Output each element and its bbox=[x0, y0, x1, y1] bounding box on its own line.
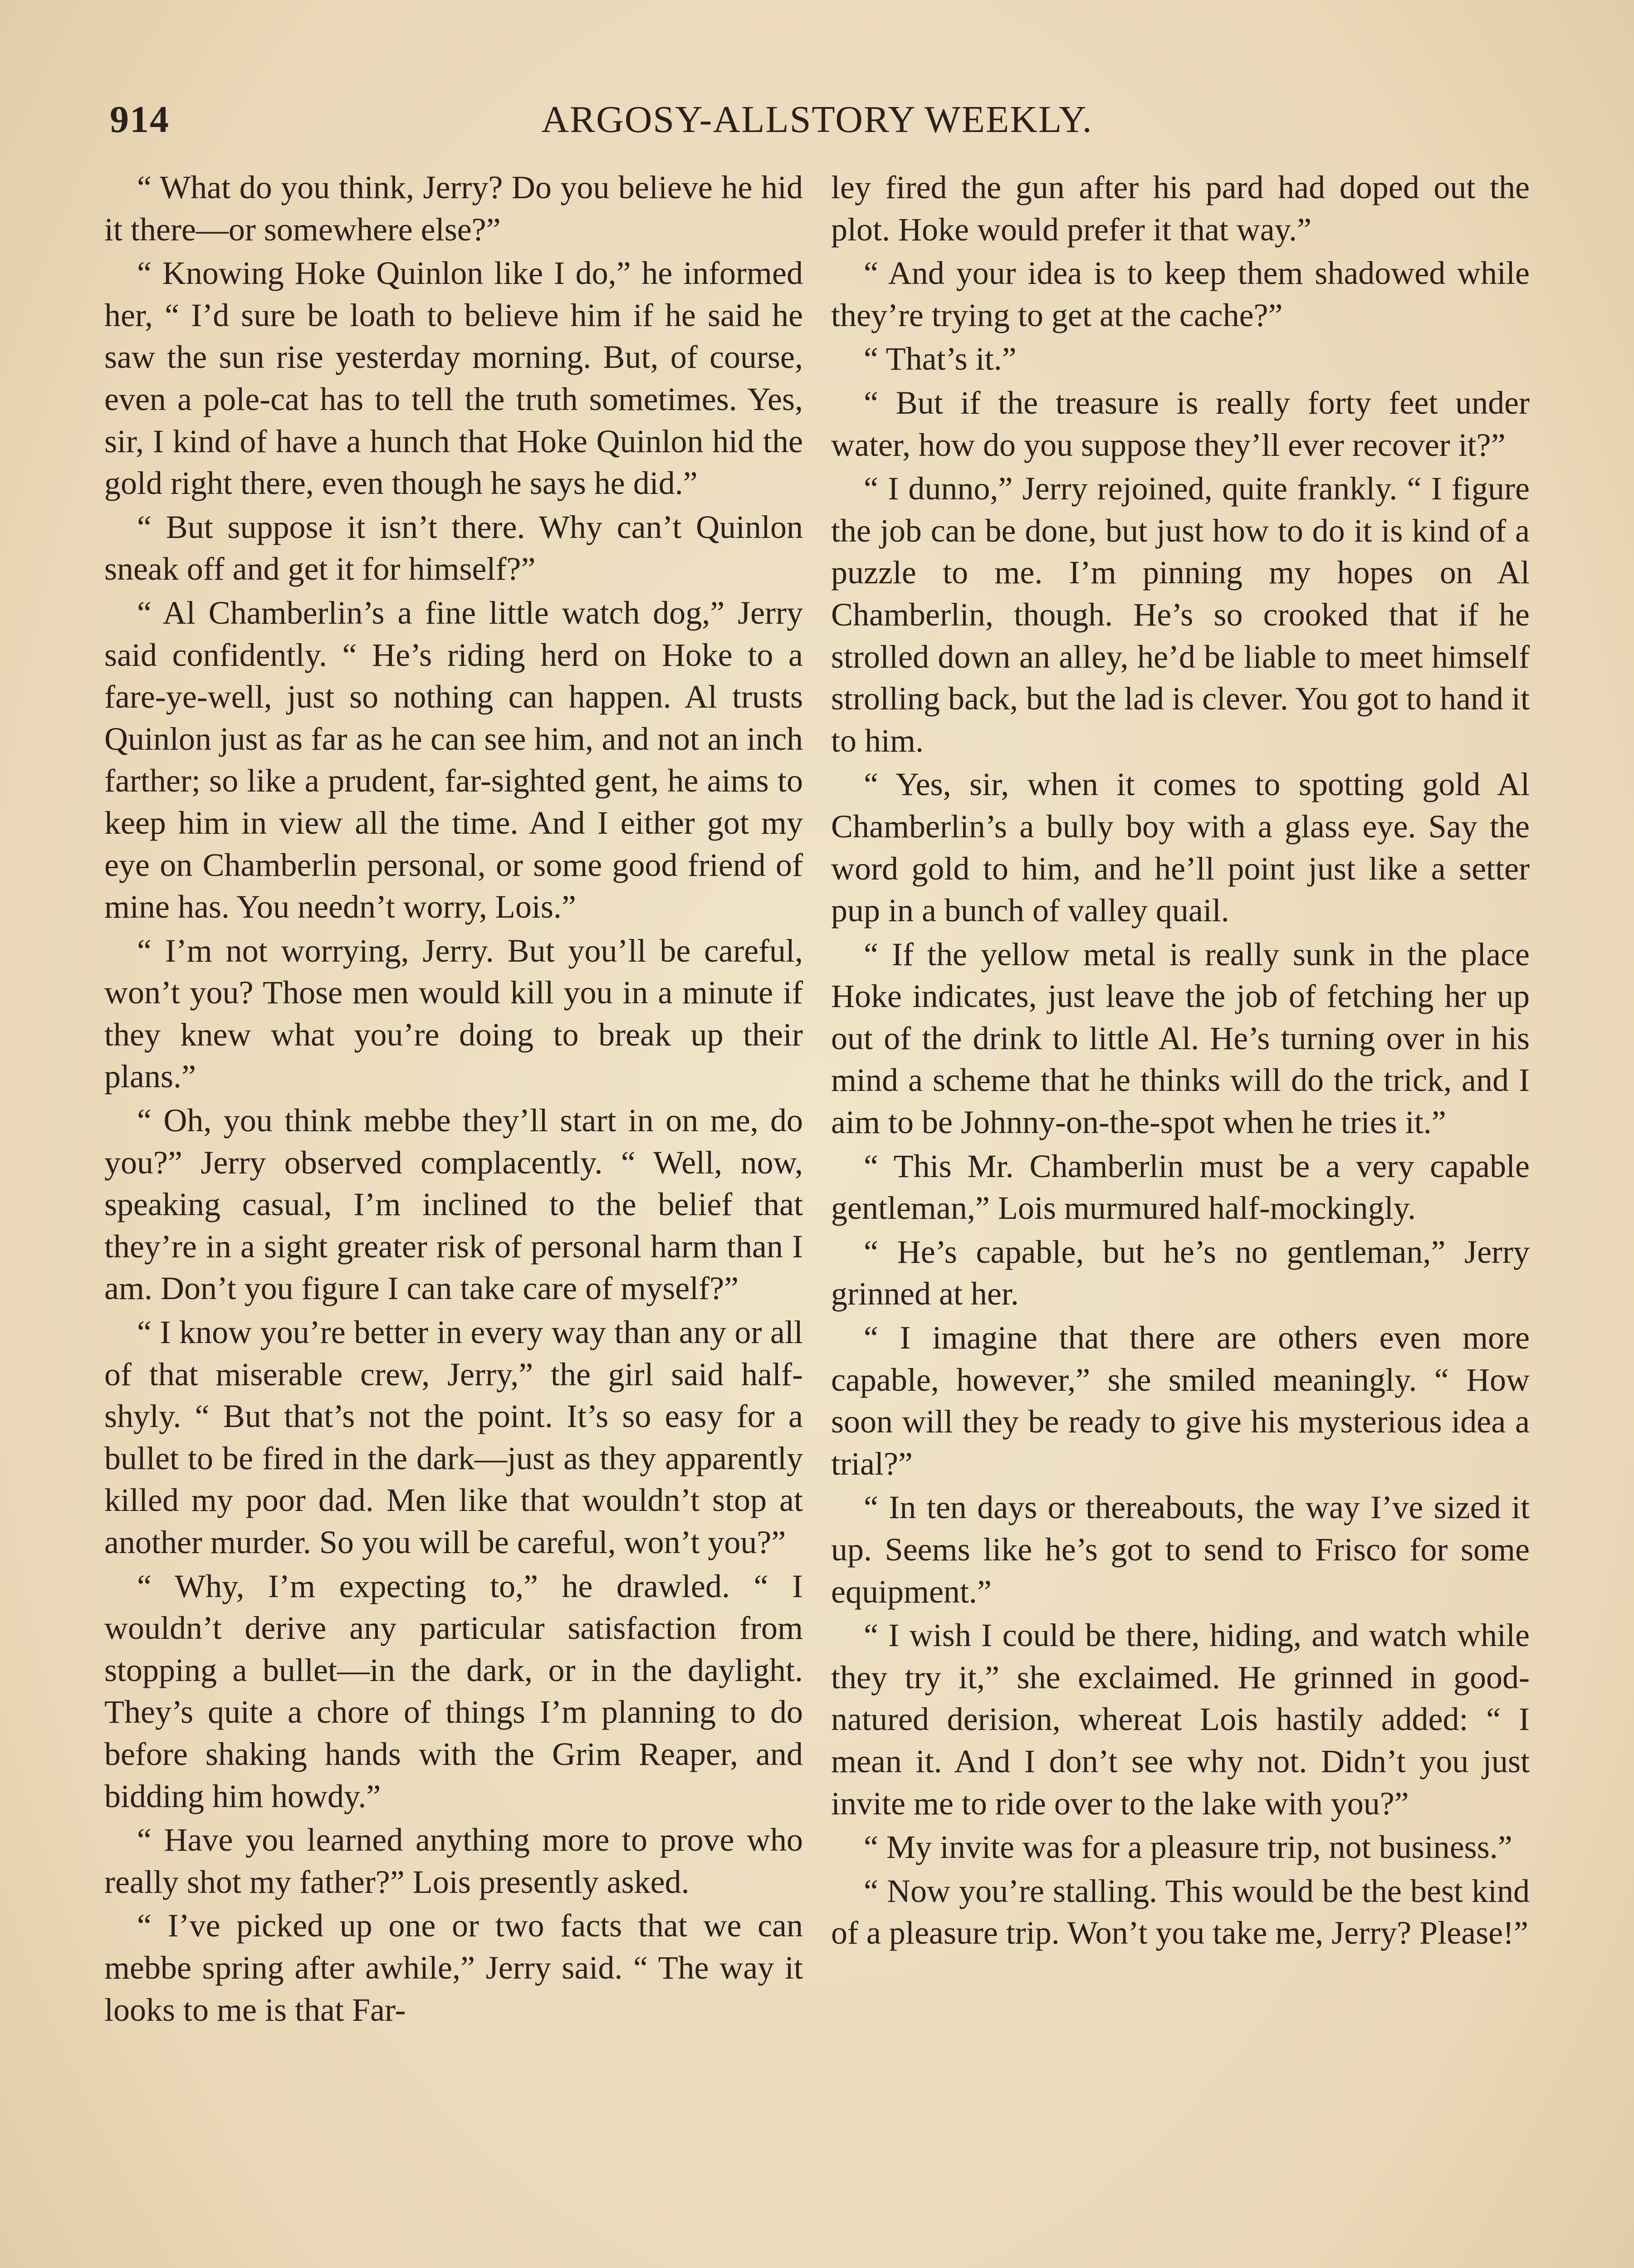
text-columns bbox=[104, 166, 1530, 2268]
paragraph: “ Why, I’m expecting to,” he drawled. “ I wouldn’t derive any particular satisfaction from stopping a bullet—in the dark, or in the daylight. They’s quite a chore of things I’m planning to do before shaking hands with the Grim Reaper, and bidding him howdy.” bbox=[104, 1568, 803, 1814]
right-column bbox=[831, 166, 1530, 2268]
paragraph: “ Yes, sir, when it comes to spotting gold Al Chamberlin’s a bully boy with a glass eye. Say the word gold to him, and he’ll point just like a setter pup in a bunch of valley quail. bbox=[831, 766, 1530, 929]
paragraph: “ I know you’re better in every way than any or all of that miserable crew, Jerry,” the girl said half-shyly. “ But that’s not the point. It’s so easy for a bullet to be fired in the dark—just as they apparently killed my poor dad. Men like that wouldn’t stop at another murder. So you will be careful, won’t you?” bbox=[104, 1314, 803, 1560]
paragraph: “ I’ve picked up one or two facts that we can mebbe spring after awhile,” Jerry said. “ The way it looks to me is that Far- bbox=[104, 1907, 803, 2028]
paragraph: “ I’m not worrying, Jerry. But you’ll be careful, won’t you? Those men would kill you in a minute if they knew what you’re doing to break up their plans.” bbox=[104, 932, 803, 1095]
running-title: ARGOSY-ALLSTORY WEEKLY. bbox=[541, 98, 1093, 141]
paragraph: “ In ten days or thereabouts, the way I’ve sized it up. Seems like he’s got to send to Frisco for some equipment.” bbox=[831, 1489, 1530, 1610]
left-column bbox=[104, 166, 803, 2268]
paragraph: “ But if the treasure is really forty feet under water, how do you suppose they’ll ever recover it?” bbox=[831, 384, 1530, 463]
paragraph: “ This Mr. Chamberlin must be a very capable gentleman,” Lois murmured half-mockingly. bbox=[831, 1148, 1530, 1227]
paragraph: “ I imagine that there are others even more capable, however,” she smiled meaningly. “ How soon will they be ready to give his mysterious idea a trial?” bbox=[831, 1320, 1530, 1482]
page-number: 914 bbox=[110, 98, 170, 141]
paragraph-continued: ley fired the gun after his pard had doped out the plot. Hoke would prefer it that way.” bbox=[831, 169, 1530, 248]
paragraph: “ What do you think, Jerry? Do you believe he hid it there—or somewhere else?” bbox=[104, 169, 803, 248]
paragraph: “ But suppose it isn’t there. Why can’t Quinlon sneak off and get it for himself?” bbox=[104, 508, 803, 587]
paragraph: “ He’s capable, but he’s no gentleman,” Jerry grinned at her. bbox=[831, 1233, 1530, 1312]
paragraph: “ Now you’re stalling. This would be the best kind of a pleasure trip. Won’t you take me, Jerry? Please!” bbox=[831, 1872, 1530, 1951]
paragraph: “ I wish I could be there, hiding, and watch while they try it,” she exclaimed. He grinned in good-natured derision, whereat Lois hastily added: “ I mean it. And I don’t see why not. Didn’t you just invite me to ride over to the lake with you?” bbox=[831, 1617, 1530, 1822]
page-header bbox=[104, 98, 1530, 147]
paragraph: “ My invite was for a pleasure trip, not business.” bbox=[864, 1829, 1512, 1866]
paragraph: “ And your idea is to keep them shadowed while they’re trying to get at the cache?” bbox=[831, 255, 1530, 333]
paragraph: “ Al Chamberlin’s a fine little watch dog,” Jerry said confidently. “ He’s riding herd on Hoke to a fare-ye-well, just so nothing can happen. Al trusts Quinlon just as far as he can see him, and not an inch farther; so like a prudent, far-sighted gent, he aims to keep him in view all the time. And I either got my eye on Chamberlin personal, or some good friend of mine has. You needn’t worry, Lois.” bbox=[104, 594, 803, 925]
paragraph: “ Have you learned anything more to prove who really shot my father?” Lois presently asked. bbox=[104, 1822, 803, 1900]
paragraph: “ I dunno,” Jerry rejoined, quite frankly. “ I figure the job can be done, but just how to do it is kind of a puzzle to me. I’m pinning my hopes on Al Chamberlin, though. He’s so crooked that if he strolled down an alley, he’d be liable to meet himself strolling back, but the lad is clever. You got to hand it to him. bbox=[831, 470, 1530, 759]
paragraph: “ Oh, you think mebbe they’ll start in on me, do you?” Jerry observed complacently. “ Well, now, speaking casual, I’m inclined to the belief that they’re in a sight greater risk of personal harm than I am. Don’t you figure I can take care of myself?” bbox=[104, 1102, 803, 1307]
paragraph: “ If the yellow metal is really sunk in the place Hoke indicates, just leave the job of fetching her up out of the drink to little Al. He’s turning over in his mind a scheme that he thinks will do the trick, and I aim to be Johnny-on-the-spot when he tries it.” bbox=[831, 936, 1530, 1141]
paragraph: “ Knowing Hoke Quinlon like I do,” he informed her, “ I’d sure be loath to believe him if he said he saw the sun rise yesterday morning. But, of course, even a pole-cat has to tell the truth sometimes. Yes, sir, I kind of have a hunch that Hoke Quinlon hid the gold right there, even though he says he did.” bbox=[104, 255, 803, 502]
paragraph: “ That’s it.” bbox=[864, 341, 1017, 377]
